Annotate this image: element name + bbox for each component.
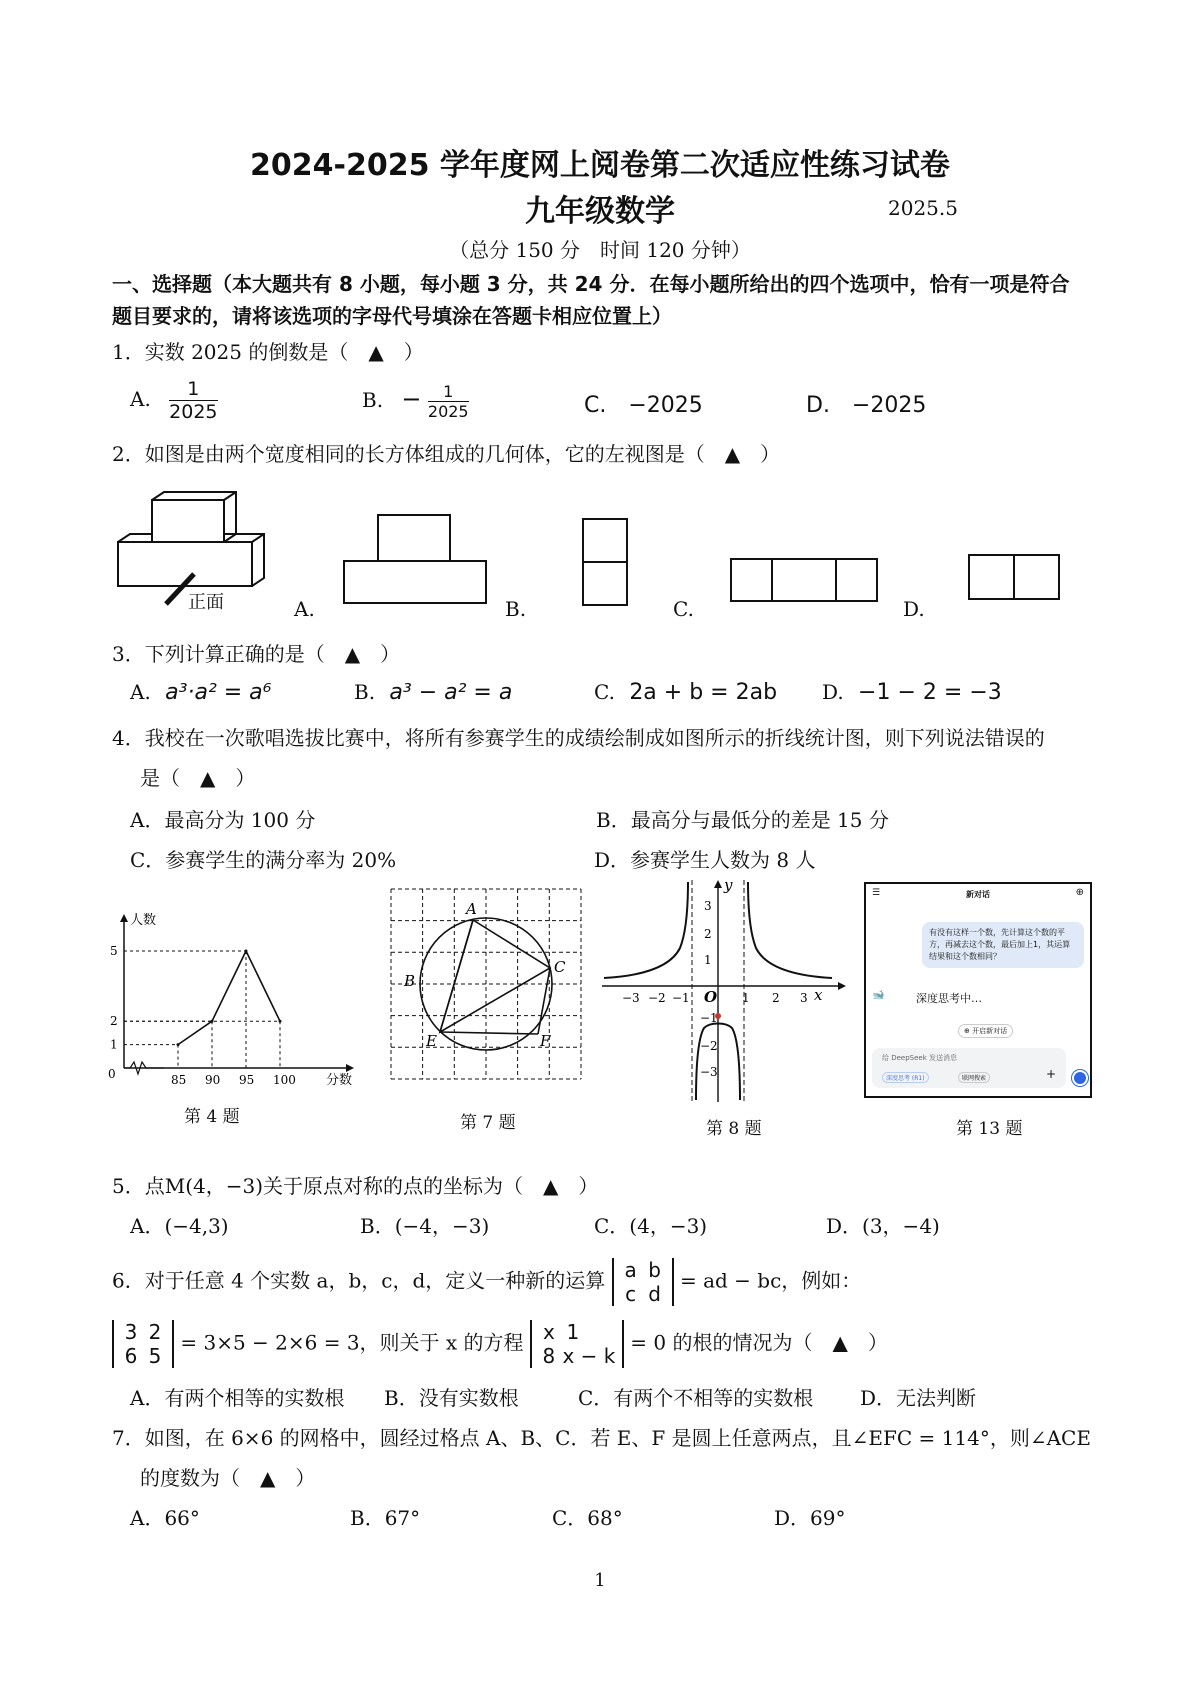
user-message-bubble: 有没有这样一个数，先计算这个数的平方，再减去这个数，最后加上1，其运算结果和这个数相同？ <box>922 922 1084 968</box>
q3-a-label: A. <box>130 680 151 704</box>
deep-think-toggle[interactable]: 深度思考 (R1) <box>882 1072 929 1083</box>
q1-option-d: D. −2025 <box>806 393 927 418</box>
point-b-label: B <box>404 972 416 990</box>
menu-icon[interactable]: ☰ <box>872 888 881 898</box>
x-tick-label: 100 <box>273 1073 296 1086</box>
q6-definition: = ad − bc，例如： <box>679 1268 862 1293</box>
caption-fig4: 第 4 题 <box>184 1107 240 1127</box>
q4-option-d: D．参赛学生人数为 8 人 <box>594 848 816 872</box>
x-tick-label: 90 <box>205 1073 221 1086</box>
q1-b-sign: − <box>401 385 422 413</box>
q3-c-expr: 2a + b = 2ab <box>629 680 778 705</box>
open-new-chat-button[interactable]: ⊕ 开启新对话 <box>958 1024 1013 1038</box>
q2-view-a <box>340 512 490 606</box>
exam-meta: （总分 150 分 时间 120 分钟） <box>449 238 751 262</box>
q1-b-fraction <box>428 382 469 421</box>
m2-b: 2 <box>148 1320 162 1344</box>
y-tick-label: 5 <box>110 944 118 958</box>
m1-c: c <box>625 1282 637 1306</box>
q4-option-b: B．最高分与最低分的差是 15 分 <box>596 808 889 832</box>
y-tick-label: 1 <box>110 1037 118 1052</box>
q3-a-expr: a³·a² = a⁶ <box>165 680 272 705</box>
q6-matrix-definition <box>612 1258 674 1306</box>
q1-a-numerator: 1 <box>169 378 217 401</box>
x-tick-1: 1 <box>742 991 750 1005</box>
series-line <box>178 951 280 1045</box>
q3-option-b <box>354 680 512 705</box>
m1-d: d <box>648 1282 661 1306</box>
m2-a: 3 <box>124 1320 138 1344</box>
point-a-label: A <box>466 900 477 918</box>
q6-matrix-equation <box>530 1320 624 1368</box>
q3-b-label: B. <box>354 680 376 704</box>
q3-option-a <box>130 680 272 705</box>
q7-option-b: B．67° <box>350 1506 421 1530</box>
exam-subtitle: 九年级数学 <box>525 194 675 229</box>
q5-option-c: C．(4，−3) <box>594 1214 708 1238</box>
m3-a: x <box>543 1320 555 1344</box>
x-axis-arrow <box>346 1064 354 1072</box>
q7-option-a: A．66° <box>130 1506 200 1530</box>
x-tick-3: 3 <box>800 991 808 1005</box>
chart-origin: 0 <box>108 1067 116 1081</box>
page-number: 1 <box>594 1570 606 1591</box>
q13-chat-screenshot <box>864 882 1092 1098</box>
section-heading-line2: 题目要求的，请将该选项的字母代号填涂在答题卡相应位置上） <box>112 304 672 328</box>
q4-stem-line2: 是（ ▲ ） <box>140 766 256 790</box>
y-tick-neg2: −2 <box>700 1039 718 1053</box>
origin-label: O <box>704 988 718 1006</box>
q8-function-graph <box>600 878 846 1104</box>
point-f-label: F <box>540 1032 551 1050</box>
q1-b-numerator: 1 <box>428 382 469 402</box>
m2-d: 5 <box>148 1344 162 1368</box>
y-tick-3: 3 <box>704 899 712 913</box>
x-tick-label: 95 <box>239 1073 255 1086</box>
m3-b: 1 <box>566 1320 580 1344</box>
y-tick-2: 2 <box>704 927 712 941</box>
q3-d-label: D. <box>822 680 844 704</box>
chart-ylabel: 人数 <box>130 913 157 928</box>
caption-fig7: 第 7 题 <box>460 1113 516 1133</box>
x-tick-neg3: −3 <box>622 991 640 1005</box>
q3-b-expr: a³ − a² = a <box>389 680 513 705</box>
y-tick-neg1: −1 <box>700 1011 718 1025</box>
q6-option-a: A．有两个相等的实数根 <box>130 1386 345 1410</box>
chat-title: 新对话 <box>966 890 990 899</box>
q2-option-c: C. <box>673 597 694 621</box>
caption-fig8: 第 8 题 <box>706 1119 762 1139</box>
m1-a: a <box>624 1258 637 1282</box>
q2-option-d: D. <box>903 597 925 621</box>
section-heading-line1: 一、选择题（本大题共有 8 小题，每小题 3 分，共 24 分．在每小题所给出的四个选项中，恰有一项是符合 <box>112 272 1070 296</box>
q2-view-d <box>966 552 1062 602</box>
q6-matrix-example <box>112 1320 174 1368</box>
deepseek-logo-icon: 🐋 <box>872 990 885 1001</box>
point-e-label: E <box>426 1032 437 1050</box>
data-point <box>279 1020 282 1023</box>
web-search-toggle[interactable]: 联网搜索 <box>958 1072 990 1083</box>
q6-tail: = 0 的根的情况为（ ▲ ） <box>630 1330 888 1355</box>
new-chat-icon[interactable]: ⊕ <box>1075 887 1084 898</box>
q3-option-d <box>822 680 1002 705</box>
data-point <box>245 950 248 953</box>
q6-line1 <box>112 1258 861 1306</box>
q4-line-chart <box>108 908 368 1086</box>
q4-option-c: C．参赛学生的满分率为 20% <box>130 848 397 872</box>
open-new-chat-label: 开启新对话 <box>972 1027 1008 1035</box>
q6-stem: 6．对于任意 4 个实数 a，b，c，d，定义一种新的运算 <box>112 1268 606 1293</box>
add-attachment-icon[interactable]: + <box>1046 1067 1057 1081</box>
q2-option-a: A. <box>294 597 315 621</box>
q5-option-b: B．(−4，−3) <box>360 1214 490 1238</box>
q3-d-expr: −1 − 2 = −3 <box>858 680 1002 705</box>
q7-stem-line1: 7．如图，在 6×6 的网格中，圆经过格点 A、B、C．若 E、F 是圆上任意两点，且∠EFC = 114°，则∠ACE <box>112 1426 1091 1450</box>
q1-b-label: B. <box>362 388 384 412</box>
q1-stem: 1．实数 2025 的倒数是（ ▲ ） <box>112 340 424 364</box>
q7-option-c: C．68° <box>552 1506 623 1530</box>
x-tick-label: 85 <box>171 1073 187 1086</box>
q6-option-b: B．没有实数根 <box>384 1386 519 1410</box>
q1-option-c: C. −2025 <box>584 393 703 418</box>
q2-front-label: 正面 <box>188 592 224 613</box>
m3-c: 8 <box>542 1344 556 1368</box>
message-input-placeholder: 给 DeepSeek 发送消息 <box>882 1054 958 1062</box>
y-axis-label: y <box>724 878 733 894</box>
message-input-box[interactable] <box>872 1048 1066 1088</box>
q3-stem: 3．下列计算正确的是（ ▲ ） <box>112 642 401 666</box>
q6-example: = 3×5 − 2×6 = 3，则关于 x 的方程 <box>180 1330 524 1355</box>
q5-option-d: D．(3，−4) <box>826 1214 940 1238</box>
q1-a-denominator: 2025 <box>169 401 218 423</box>
exam-title: 2024-2025 学年度网上阅卷第二次适应性练习试卷 <box>250 148 950 183</box>
exam-date: 2025.5 <box>888 196 958 220</box>
x-tick-neg2: −2 <box>648 991 666 1005</box>
send-button[interactable] <box>1072 1070 1088 1086</box>
q5-option-a: A．(−4,3) <box>130 1214 229 1238</box>
q5-stem: 5．点M(4，−3)关于原点对称的点的坐标为（ ▲ ） <box>112 1174 599 1198</box>
q1-a-fraction <box>169 378 217 423</box>
q1-option-a <box>130 378 218 423</box>
y-axis-arrow <box>120 914 128 922</box>
q2-view-b <box>580 516 630 608</box>
q6-line2 <box>112 1320 888 1368</box>
q4-stem-line1: 4．我校在一次歌唱选拔比赛中，将所有参赛学生的成绩绘制成如图所示的折线统计图，则下列说法错误的 <box>112 726 1045 750</box>
q2-stem: 2．如图是由两个宽度相同的长方体组成的几何体，它的左视图是（ ▲ ） <box>112 442 781 466</box>
q7-stem-line2: 的度数为（ ▲ ） <box>140 1466 316 1490</box>
thinking-status: 深度思考中… <box>916 992 982 1005</box>
q7-option-d: D．69° <box>774 1506 846 1530</box>
q6-option-d: D．无法判断 <box>860 1386 977 1410</box>
caption-fig13: 第 13 题 <box>956 1119 1023 1139</box>
q2-option-b: B. <box>505 597 527 621</box>
m1-b: b <box>648 1258 661 1282</box>
q3-option-c <box>594 680 777 705</box>
q1-a-label: A. <box>130 387 151 411</box>
q3-c-label: C. <box>594 680 615 704</box>
q1-b-denominator: 2025 <box>427 402 469 421</box>
q7-grid-circle-figure <box>388 886 584 1082</box>
q1-option-b <box>362 382 469 421</box>
x-tick-2: 2 <box>772 991 780 1005</box>
data-point <box>177 1043 180 1046</box>
x-axis-label: x <box>814 986 823 1004</box>
y-tick-label: 2 <box>110 1014 118 1029</box>
chart-xlabel: 分数 <box>326 1073 353 1086</box>
q4-option-a: A．最高分为 100 分 <box>130 808 316 832</box>
m2-c: 6 <box>124 1344 138 1368</box>
y-tick-1: 1 <box>704 953 712 967</box>
x-tick-neg1: −1 <box>672 991 690 1005</box>
y-tick-neg3: −3 <box>700 1065 718 1079</box>
m3-d: x − k <box>562 1344 616 1368</box>
q6-option-c: C．有两个不相等的实数根 <box>578 1386 814 1410</box>
point-c-label: C <box>554 958 566 976</box>
q2-view-c <box>728 556 880 604</box>
